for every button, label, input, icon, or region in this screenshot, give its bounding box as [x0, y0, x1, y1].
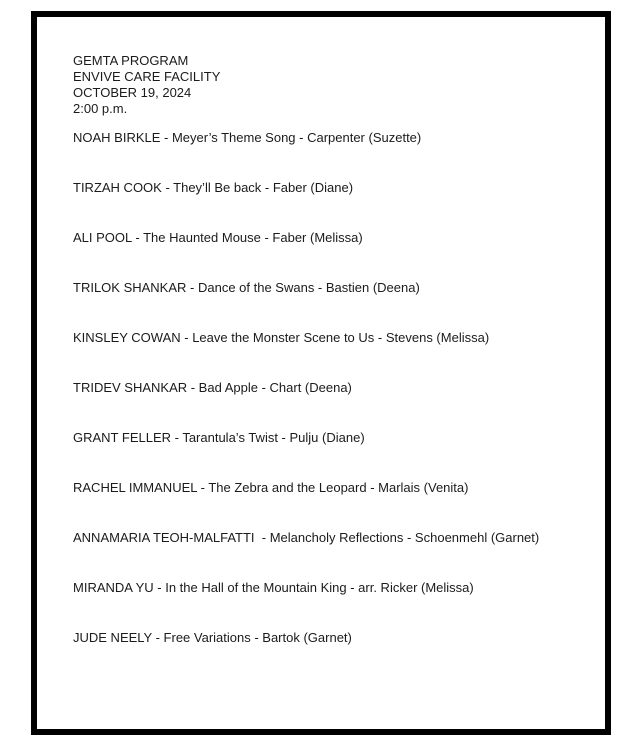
program-header-line: OCTOBER 19, 2024	[73, 85, 192, 100]
program-entry-list	[73, 130, 585, 646]
program-entry: MIRANDA YU - In the Hall of the Mountain King - arr. Ricker (Melissa)	[73, 580, 474, 595]
program-entry: RACHEL IMMANUEL - The Zebra and the Leopard - Marlais (Venita)	[73, 480, 469, 495]
program-entry: NOAH BIRKLE - Meyer’s Theme Song - Carpenter (Suzette)	[73, 130, 422, 145]
program-header-line: 2:00 p.m.	[73, 101, 128, 116]
program-entry: ANNAMARIA TEOH-MALFATTI - Melancholy Reflections - Schoenmehl (Garnet)	[73, 530, 540, 545]
program-entry: GRANT FELLER - Tarantula’s Twist - Pulju (Diane)	[73, 430, 365, 445]
program-header-line: GEMTA PROGRAM	[73, 53, 189, 68]
program-page	[31, 11, 611, 735]
program-entry: ALI POOL - The Haunted Mouse - Faber (Melissa)	[73, 230, 363, 245]
program-entry: JUDE NEELY - Free Variations - Bartok (Garnet)	[73, 630, 352, 645]
program-header-line: ENVIVE CARE FACILITY	[73, 69, 221, 84]
program-entry: TRILOK SHANKAR - Dance of the Swans - Bastien (Deena)	[73, 280, 420, 295]
program-entry: TRIDEV SHANKAR - Bad Apple - Chart (Deena)	[73, 380, 352, 395]
program-header	[73, 53, 585, 117]
program-entry: KINSLEY COWAN - Leave the Monster Scene to Us - Stevens (Melissa)	[73, 330, 490, 345]
program-entry: TIRZAH COOK - They’ll Be back - Faber (Diane)	[73, 180, 354, 195]
